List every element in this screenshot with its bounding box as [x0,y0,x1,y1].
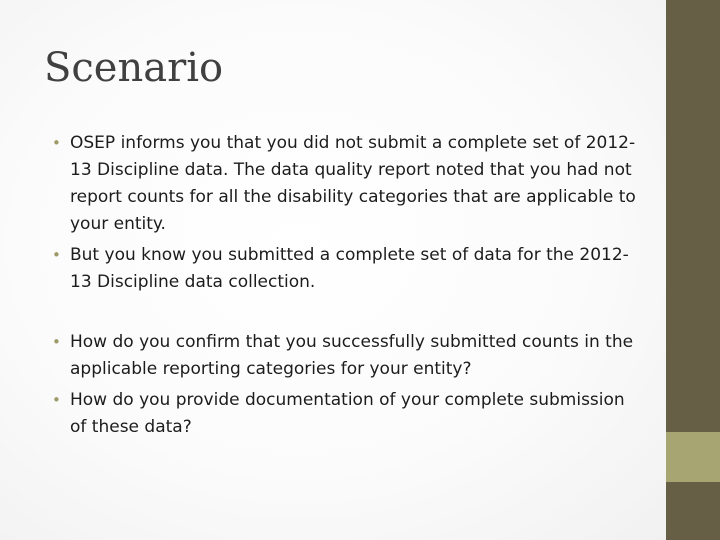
bullet-icon: • [52,134,61,152]
bullet-text: But you know you submitted a complete set of data for the 2012-13 Discipline data collection. [70,245,629,292]
sidebar-band-top [666,0,720,432]
bullet-item [52,329,642,383]
bullet-text: How do you confirm that you successfully submitted counts in the applicable reporting categories for your entity? [70,332,634,379]
bullet-list [52,130,642,445]
sidebar-accent-band [666,432,720,482]
bullet-icon: • [52,246,61,264]
sidebar-band-bottom [666,482,720,540]
bullet-text: OSEP informs you that you did not submit a complete set of 2012-13 Discipline data. The data quality report noted that you had not report counts for all the disability categories that are applicable to your entity. [70,133,636,234]
bullet-item [52,130,642,238]
bullet-icon: • [52,391,61,409]
bullet-text: How do you provide documentation of your complete submission of these data? [70,390,625,437]
bullet-icon: • [52,333,61,351]
slide-title: Scenario [44,45,224,91]
bullet-item [52,387,642,441]
bullet-item [52,242,642,296]
